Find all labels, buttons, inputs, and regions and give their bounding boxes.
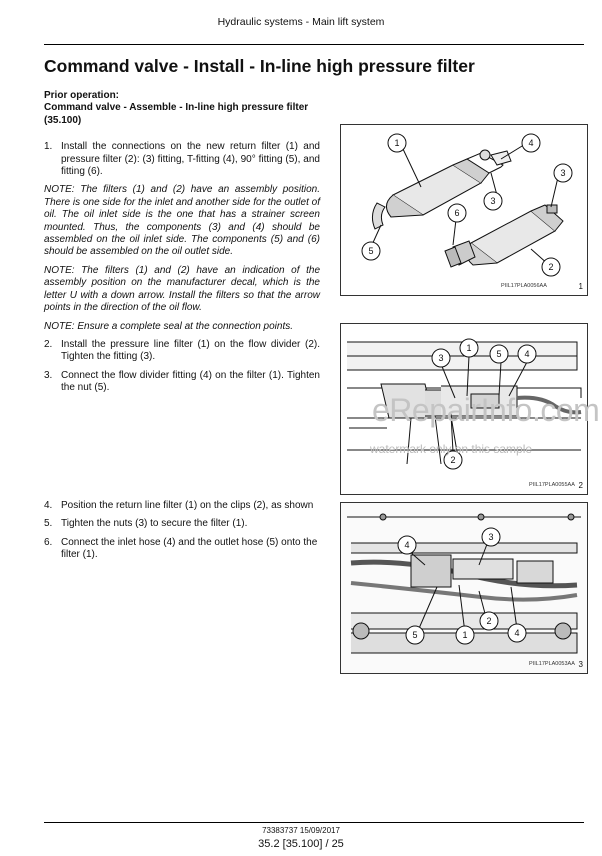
step-number: 1.: [44, 141, 53, 153]
step-5: [44, 518, 320, 530]
header-rule: [44, 44, 584, 45]
step-3: [44, 370, 320, 395]
svg-text:3: 3: [438, 353, 444, 363]
svg-text:3: 3: [490, 196, 496, 206]
step-number: 2.: [44, 338, 53, 350]
text-column-top: [44, 90, 320, 395]
svg-text:1: 1: [462, 630, 468, 640]
step-number: 5.: [44, 518, 53, 530]
text-column-bottom: [44, 500, 320, 562]
figure-3-number: 3: [578, 660, 583, 669]
svg-text:4: 4: [528, 138, 534, 148]
figure-1-number: 1: [578, 282, 583, 291]
footer-doc-info: 73383737 15/09/2017: [262, 826, 340, 835]
svg-text:6: 6: [454, 208, 460, 218]
step-2: [44, 339, 320, 364]
watermark-site: eRepairInfo.com: [372, 392, 600, 428]
note-assembly-position: NOTE: The filters (1) and (2) have an assembly position. There is one side for the inlet and another side for the outlet of oil. The oil inlet side is the one that has a strainer screen mounted. Thus, the components (3) and (4) should be assembled on the oil inlet side. The components (5) and (6) should be assembled on the oil outlet side.: [44, 184, 320, 258]
svg-text:2: 2: [486, 616, 492, 626]
svg-text:1: 1: [466, 343, 472, 353]
step-number: 4.: [44, 500, 53, 511]
figure-1-label: PIIL17PLA0056AA: [501, 283, 547, 289]
step-number: 6.: [44, 536, 53, 548]
step-text: Connect the inlet hose (4) and the outlet hose (5) onto the filter (1).: [61, 536, 318, 561]
prior-operation-label: Prior operation:: [44, 90, 120, 101]
figure-2-label: PIIL17PLA0055AA: [529, 482, 575, 488]
figure-2-number: 2: [578, 481, 583, 490]
svg-text:5: 5: [412, 630, 418, 640]
figure-1: [340, 124, 588, 296]
svg-text:2: 2: [548, 262, 554, 272]
svg-text:5: 5: [496, 349, 502, 359]
running-header: Hydraulic systems - Main lift system: [217, 16, 385, 28]
step-text: Install the connections on the new return filter (1) and pressure filter (2): (3) fitting, T-fitting (4), 90° fitting (5), and fitting (6).: [61, 141, 320, 178]
step-text: Position the return line filter (1) on the clips (2), as shown: [61, 500, 314, 511]
figure-3-label: PIIL17PLA0053AA: [529, 661, 575, 667]
svg-text:4: 4: [404, 540, 410, 550]
svg-text:5: 5: [368, 246, 374, 256]
note-decal-indication: NOTE: The filters (1) and (2) have an indication of the assembly position on the manufacturer decal, which is the letter U with a down arrow. Install the filters so that the arrow points in the direction of the oil flow.: [44, 264, 320, 314]
step-4: [44, 500, 320, 512]
figure-3: [340, 502, 588, 674]
svg-text:3: 3: [488, 532, 494, 542]
svg-text:2: 2: [450, 455, 456, 465]
step-text: Install the pressure line filter (1) on the flow divider (2). Tighten the fitting (3).: [61, 338, 320, 363]
step-text: Tighten the nuts (3) to secure the filter (1).: [61, 518, 248, 530]
svg-text:4: 4: [524, 349, 530, 359]
step-number: 3.: [44, 369, 53, 381]
figure-3-illustration: [341, 503, 587, 673]
prior-operation-link[interactable]: Command valve - Assemble - In-line high pressure filter (35.100): [44, 102, 309, 126]
footer-page-number: 35.2 [35.100] / 25: [258, 838, 344, 850]
page-title: Command valve - Install - In-line high pressure filter: [44, 56, 475, 76]
footer-rule: [44, 822, 584, 823]
watermark-sample: watermark only on this sample: [370, 442, 533, 456]
step-1: [44, 141, 320, 178]
svg-text:1: 1: [394, 138, 400, 148]
step-6: [44, 537, 320, 562]
note-seal: NOTE: Ensure a complete seal at the connection points.: [44, 320, 294, 332]
figure-1-illustration: [341, 125, 587, 295]
step-text: Connect the flow divider fitting (4) on the filter (1). Tighten the nut (5).: [61, 369, 320, 394]
svg-text:3: 3: [560, 168, 566, 178]
svg-text:4: 4: [514, 628, 520, 638]
